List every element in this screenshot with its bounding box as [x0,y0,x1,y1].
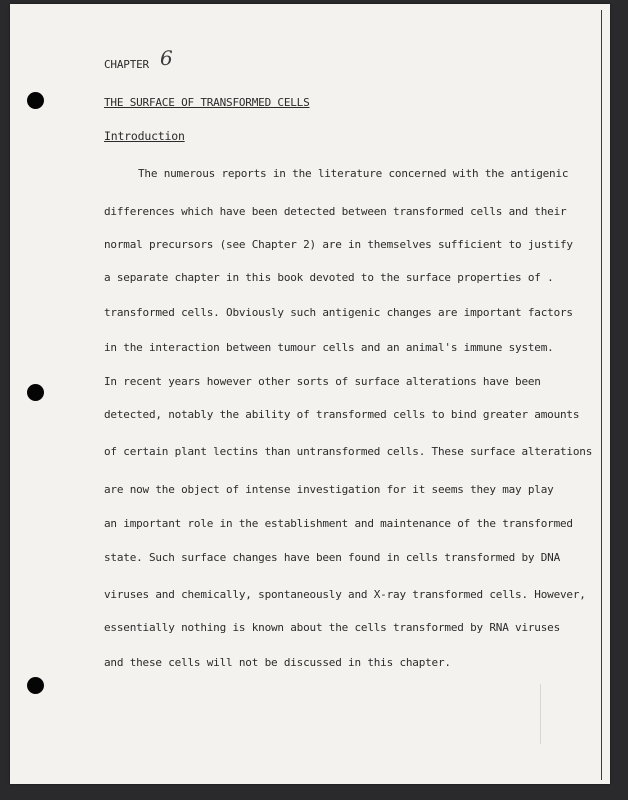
body-line: essentially nothing is known about the cells transformed by RNA viruses [104,621,561,634]
body-line: differences which have been detected between transformed cells and their [104,205,567,218]
punch-hole-top [27,92,44,109]
section-heading: Introduction [104,129,185,143]
page-edge-line [601,10,602,780]
body-line: viruses and chemically, spontaneously and X-ray transformed cells. However, [104,588,586,601]
body-line: a separate chapter in this book devoted to the surface properties of . [104,271,554,284]
body-line: are now the object of intense investigation for it seems they may play [104,483,554,496]
chapter-number-handwritten: 6 [160,46,173,70]
body-line: an important role in the establishment and maintenance of the transformed [104,517,573,530]
body-line: and these cells will not be discussed in this chapter. [104,656,451,669]
body-line: In recent years however other sorts of surface alterations have been [104,375,541,388]
chapter-label: CHAPTER [104,58,149,71]
body-line: of certain plant lectins than untransformed cells. These surface alterations [104,445,593,458]
body-line: The numerous reports in the literature concerned with the antigenic [138,167,569,180]
body-line: normal precursors (see Chapter 2) are in themselves sufficient to justify [104,238,573,251]
punch-hole-middle [27,384,44,401]
body-line: state. Such surface changes have been found in cells transformed by DNA [104,551,561,564]
punch-hole-bottom [27,677,44,694]
body-line: transformed cells. Obviously such antigenic changes are important factors [104,306,573,319]
body-line: in the interaction between tumour cells and an animal's immune system. [104,341,554,354]
chapter-title: THE SURFACE OF TRANSFORMED CELLS [104,96,310,109]
body-line: detected, notably the ability of transformed cells to bind greater amounts [104,408,580,421]
faint-mark [540,684,541,744]
